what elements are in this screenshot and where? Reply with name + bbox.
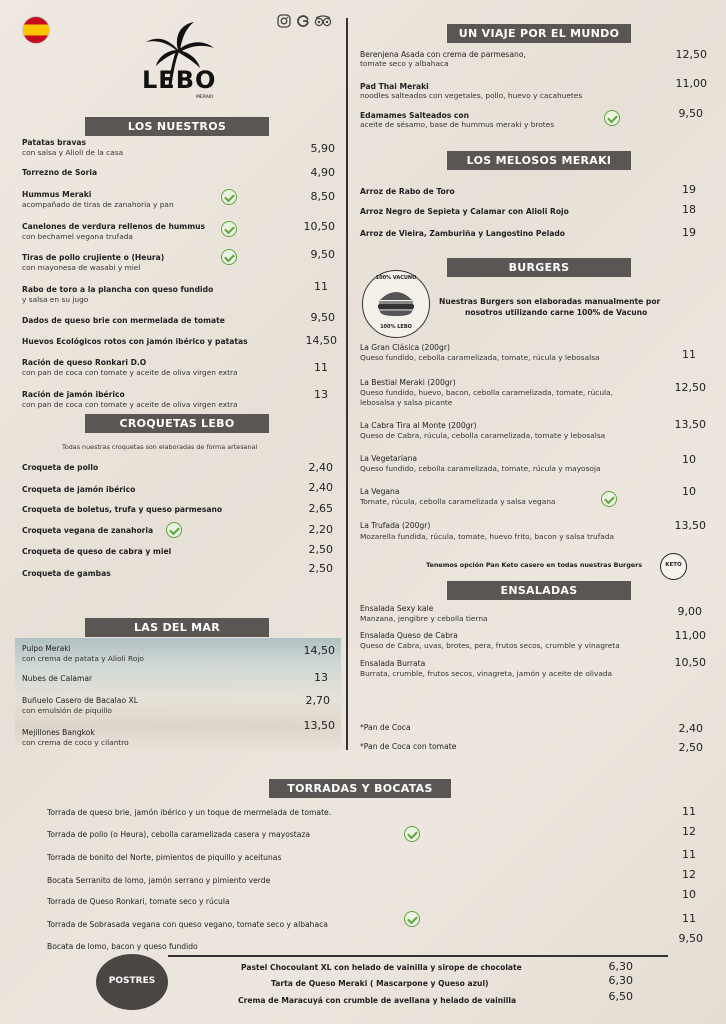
burgers-intro-2: nosotros utilizando carne 100% de Vacuno bbox=[465, 308, 648, 317]
section-header-croquetas: CROQUETAS LEBO bbox=[85, 414, 269, 433]
croquetas-note: Todas nuestras croquetas son elaboradas de forma artesanal bbox=[62, 443, 258, 451]
vegan-icon bbox=[166, 522, 182, 538]
google-icon[interactable] bbox=[296, 14, 310, 28]
keto-badge: KETO bbox=[660, 553, 687, 580]
section-header-melosos: LOS MELOSOS MERAKI bbox=[447, 151, 631, 170]
burgers-intro-1: Nuestras Burgers son elaboradas manualmente por bbox=[439, 297, 661, 306]
section-header-ensaladas: ENSALADAS bbox=[447, 581, 631, 600]
section-header-torradas: TORRADAS Y BOCATAS bbox=[269, 779, 451, 798]
keto-note: Tenemos opción Pan Keto casero en todas nuestras Burgers bbox=[426, 561, 643, 569]
column-divider bbox=[346, 18, 348, 750]
spain-flag-icon[interactable] bbox=[22, 16, 50, 44]
vegan-icon bbox=[221, 221, 237, 237]
section-header-nuestros: LOS NUESTROS bbox=[85, 117, 269, 136]
section-header-viaje: UN VIAJE POR EL MUNDO bbox=[447, 24, 631, 43]
vegan-icon bbox=[221, 189, 237, 205]
vegan-icon bbox=[221, 249, 237, 265]
postres-badge: POSTRES bbox=[96, 954, 168, 1010]
badge-top-text: 100% VACUNO bbox=[375, 275, 417, 281]
vegan-icon bbox=[404, 911, 420, 927]
tripadvisor-icon[interactable] bbox=[314, 14, 332, 28]
lebo-logo bbox=[140, 20, 230, 100]
vegan-icon bbox=[404, 826, 420, 842]
section-header-mar: LAS DEL MAR bbox=[85, 618, 269, 637]
vegan-icon bbox=[601, 491, 617, 507]
burger-icon bbox=[376, 288, 416, 318]
social-icons bbox=[277, 12, 337, 30]
section-header-burgers: BURGERS bbox=[447, 258, 631, 277]
burger-badge bbox=[362, 270, 430, 338]
instagram-icon[interactable] bbox=[277, 14, 291, 28]
vegan-icon bbox=[604, 110, 620, 126]
logo-sub: MERAKI bbox=[196, 95, 214, 100]
badge-bottom-text: 100% LEBO bbox=[380, 324, 412, 330]
postres-divider bbox=[168, 955, 668, 957]
logo-text: LEBO bbox=[142, 66, 217, 94]
menu-page: LEBO MERAKI LOS NUESTROS Patatas bravas con salsa y Alioli de la casa 5,90 Torrezno de Soria 4,90 Hummus Meraki acompañado de tiras de zanahoria y pan 8,50 Canelones de verdura rellenos de hummus con bechamel vegana trufada 10,50 Tiras de pollo crujiente o (Heura) con mayonesa de wasabi y miel 9,50 Rabo de toro a la plancha con queso fundido y salsa en su jugo 11 Dados de queso brie con mermelada de tomate 9,50 Huevos Ecológicos rotos con jamón ibérico y patatas 14,50 Ración de queso Ronkari D.O con pan de coca con tomate y aceite de oliva virgen extra 11 Ración de jamón ibérico con pan de coca con tomate y aceite de oliva virgen extra 13 CROQUETAS LEBO Todas nuestras croquetas son elaboradas de forma artesanal Croqueta de pollo 2,40 Croqueta de jamón ibérico 2,40 Croqueta de boletus, trufa y queso parmesano 2,65 Croqueta vegana de zanahoria 2,20 Croqueta de queso de cabra y miel 2,50 Croqueta de gambas 2,50 LAS DEL MAR Pulpo Meraki con crema de patata y Alioli Rojo 14,50 Nubes de Calamar 13 Buñuelo Casero de Bacalao XL con emulsión de piquillo 2,70 Mejillones Bangkok con crema de coco y cilantro 13,50 UN VIAJE POR EL MUNDO Berenjena Asada con crema de parmesano, tomate seco y albahaca 12,50 Pad Thai Meraki noodles salteados con vegetales, pollo, huevo y cacahuetes 11,00 Edamames Salteados con aceite de sésamo, base de hummus meraki y brotes 9,50 LOS MELOSOS MERAKI Arroz de Rabo de Toro 19 Arroz Negro de Sepieta y Calamar con Alioli Rojo 18 Arroz de Vieira, Zamburiña y Langostino Pelado 19 BURGERS 100% VACUNO 100% LEBO Nuestras Burgers son elaboradas manualmente por nosotros utilizando carne 100% de Vacuno La Gran Clásica (200gr) Queso fundido, cebolla caramelizada, tomate, rúcula y lebosalsa 11 La Bestial Meraki (200gr) Queso fundido, huevo, bacon, cebolla caramelizada, tomate, rúcula, lebosalsa y salsa picante 12,50 La Cabra Tira al Monte (200gr) Queso de Cabra, rúcula, cebolla caramelizada, tomate y lebosalsa 13,50 La Vegetariana Queso fundido, cebolla caramelizada, tomate, rúcula y mayosoja 10 La Vegana Tomate, rúcula, cebolla caramelizada y salsa vegana 10 La Trufada (200gr) Mozarella fundida, rúcula, tomate, huevo frito, bacon y salsa trufada 13,50 Tenemos opción Pan Keto casero en todas nuestras Burgers KETO ENSALADAS Ensalada Sexy kale Manzana, jengibre y cebolla tierna 9,00 Ensalada Queso de Cabra Queso de Cabra, uvas, brotes, pera, frutos secos, crumble y vinagreta 11,00 Ensalada Burrata Burrata, crumble, frutos secos, vinagreta, jamón y aceite de olivada 10,50 *Pan de Coca 2,40 *Pan de Coca con tomate 2,50 TORRADAS Y BOCATAS Torrada de queso brie, jamón ibérico y un toque de mermelada de tomate. 11 Torrada de pollo (o Heura), cebolla caramelizada casera y mayostaza 12 Torrada de bonito del Norte, pimientos de piquillo y aceitunas 11 Bocata Serranito de lomo, jamón serrano y pimiento verde 12 Torrada de Queso Ronkari, tomate seco y rúcula 10 Torrada de Sobrasada vegana con queso vegano, tomate seco y albahaca 11 Bocata de lomo, bacon y queso fundido 9,50 POSTRES Pastel Chocoulant XL con helado de vainilla y sirope de chocolate 6,30 Tarta de Queso Meraki ( Mascarpone y Queso azul) 6,30 Crema de Maracuyá con crumble de avellana y helado de vainilla 6,50 bbox=[0, 0, 726, 1024]
